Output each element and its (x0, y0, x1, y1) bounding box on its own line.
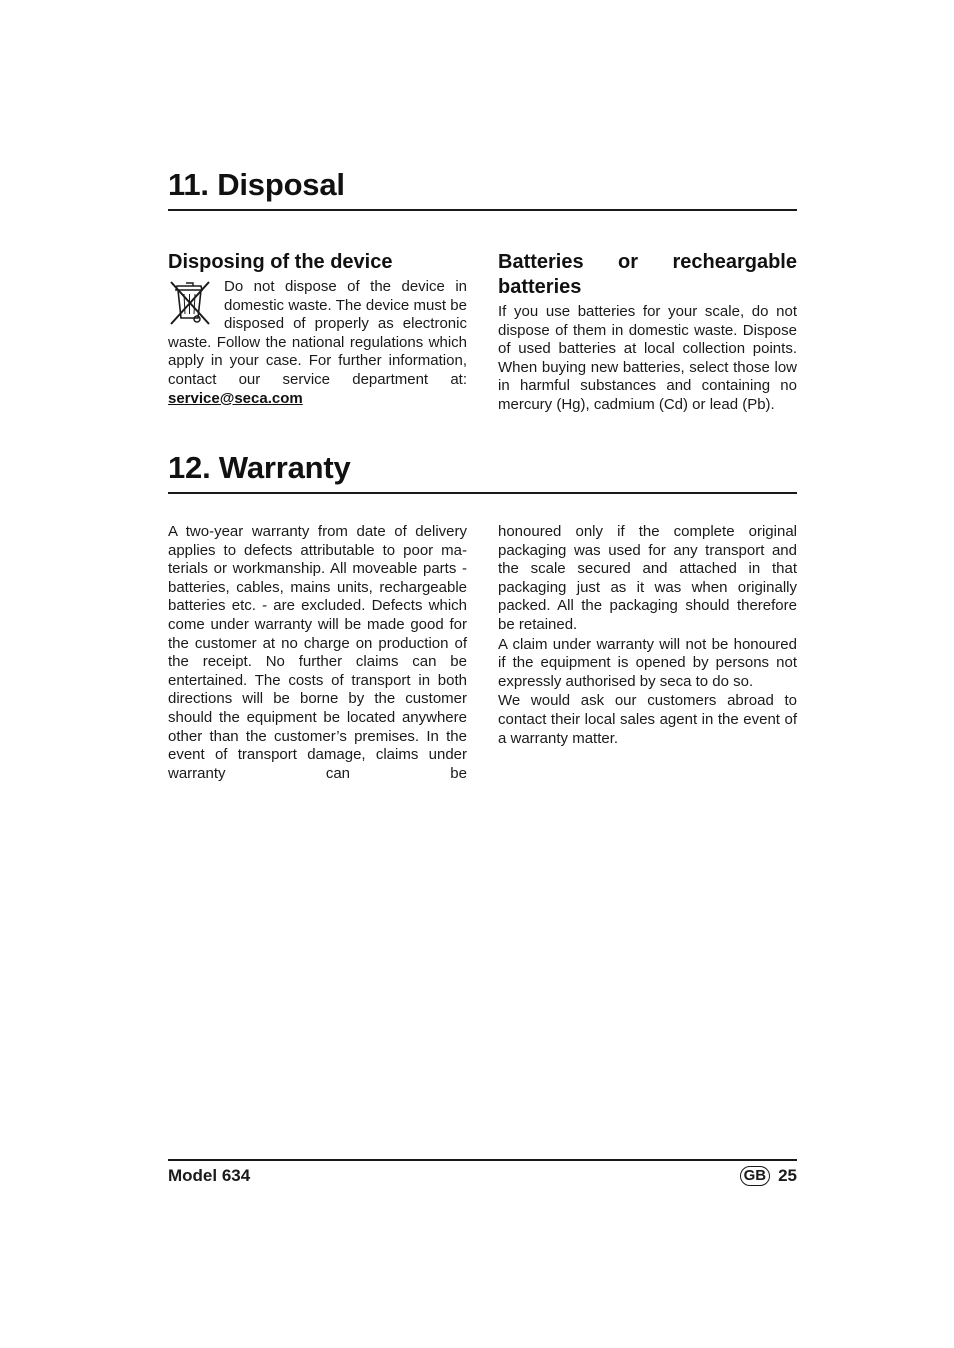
language-badge: GB (740, 1166, 771, 1186)
batteries-text: If you use batteries for your scale, do not dispose of them in domestic waste. Dispose of used batteries at local collection points. When buying new batteries, select those low in harmful substances and containing no mercury (Hg), cadmium (Cd) or lead (Pb). (498, 303, 797, 413)
service-email-link[interactable]: service@seca.com (168, 389, 303, 407)
warranty-title-rule (168, 492, 797, 494)
warranty-paragraph-abroad: We would ask our customers abroad to contact their local sales agent in the event of a warranty matter. (498, 692, 797, 747)
batteries-heading-line1: Batteries or recheargable (498, 251, 797, 273)
batteries-heading (498, 250, 797, 300)
disposing-device-heading: Disposing of the device (168, 251, 393, 273)
warranty-left-text: A two-year warranty from date of delivery applies to defects attributable to poor materials or workmanship. All moveable parts - batteries, cables, mains units, rechargeable batteries etc. - are excluded. Defects which come under warranty will be made good for the customer at no charge on production of the receipt. No further claims can be entertained. The costs of transport in both directions will be borne by the customer should the equipment be located anywhere other than the customer’s premises. In the event of transport damage, claims under warranty can be (168, 523, 467, 782)
batteries-section (498, 303, 797, 415)
page-number: 25 (778, 1166, 797, 1185)
disposing-device-body: Do not dispose of the device in domestic waste. The device must be disposed of properly as electronic waste. Follow the national regulations which apply in your case. For further information, contact our service department at: (168, 278, 467, 388)
crossed-out-wheelie-bin-icon (168, 278, 212, 326)
warranty-paragraph-opened: A claim under warranty will not be honoured if the equipment is opened by persons not expressly authorised by seca to do so. (498, 635, 797, 690)
disposing-device-text (168, 278, 467, 408)
warranty-right-column (498, 523, 797, 748)
warranty-left-column (168, 523, 467, 783)
footer-page-info (740, 1165, 797, 1187)
warranty-title: 12. Warranty (168, 450, 351, 485)
disposal-title-rule (168, 209, 797, 211)
footer-rule (168, 1159, 797, 1161)
disposing-device-section (168, 278, 467, 408)
batteries-heading-line2: batteries (498, 276, 582, 298)
warranty-paragraph-packaging: honoured only if the complete original packaging was used for any transport and the scale secured and attached in that packaging just as it was when originally packed. All the packaging should therefore be retained. (498, 523, 797, 633)
footer-model-name: Model 634 (168, 1166, 251, 1185)
disposal-title: 11. Disposal (168, 167, 345, 202)
